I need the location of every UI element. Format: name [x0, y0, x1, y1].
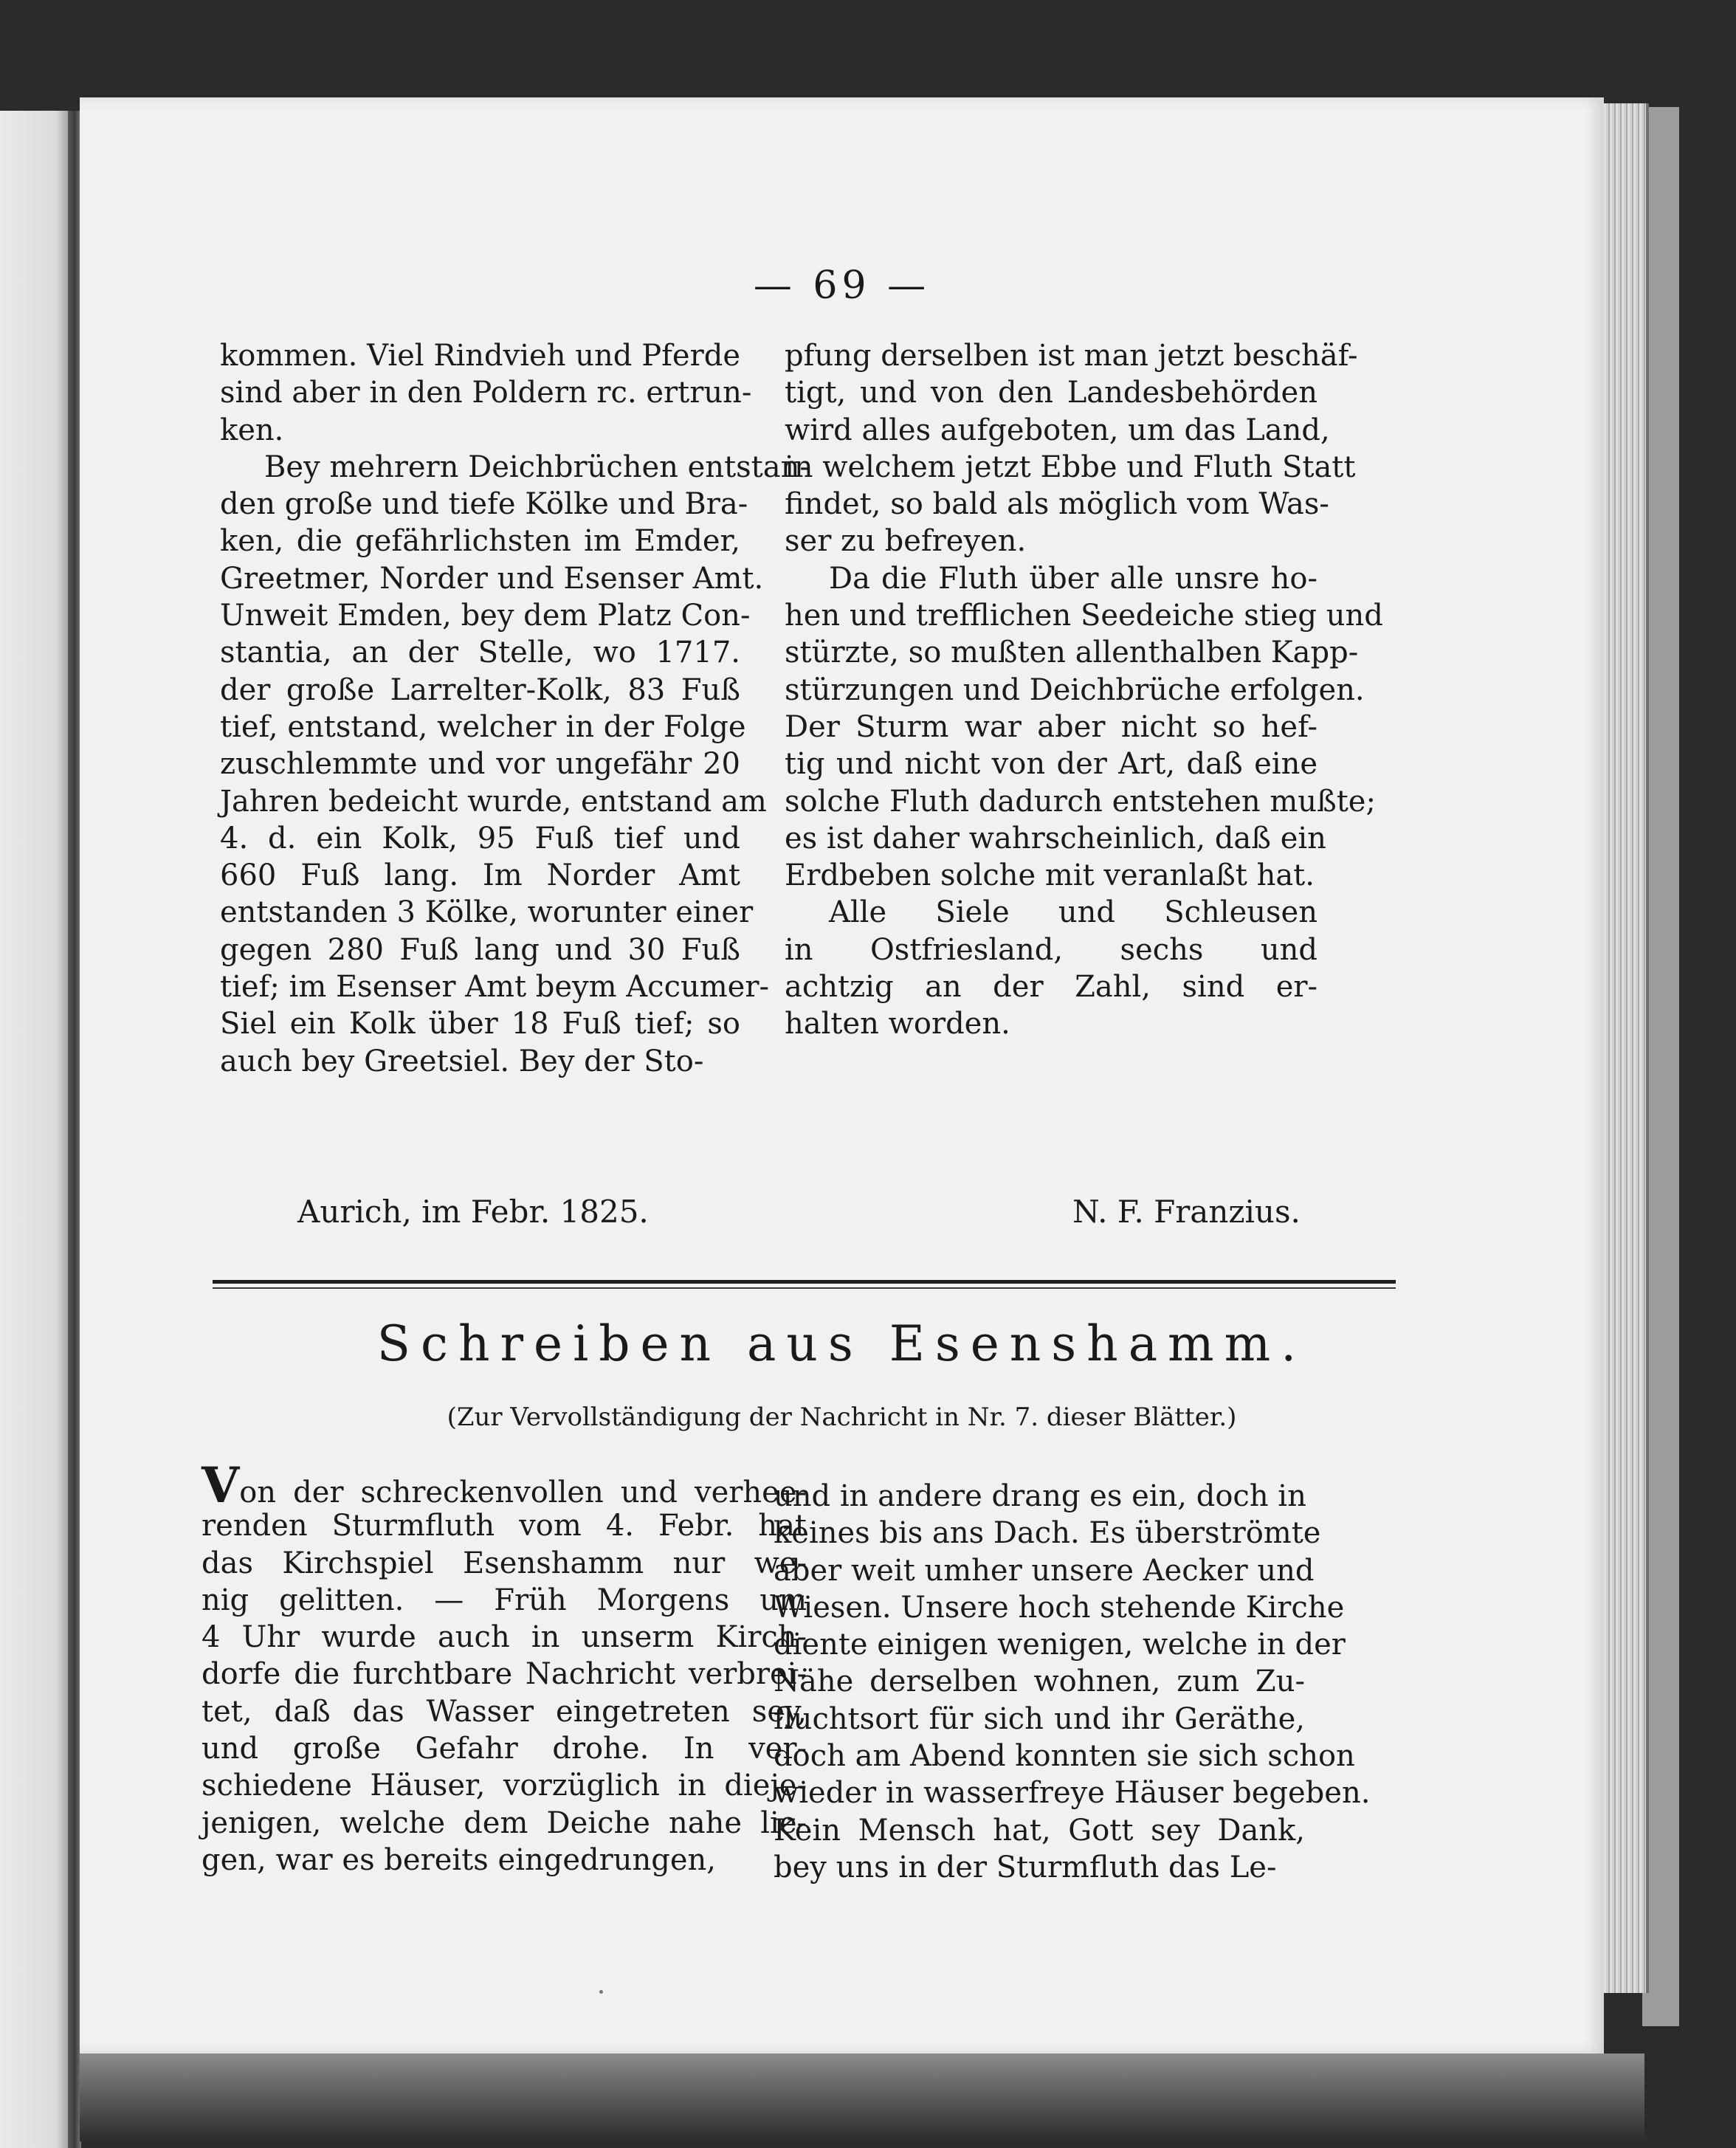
text-line: in welchem jetzt Ebbe und Fluth Statt [785, 450, 1356, 484]
text-line: diente einigen wenigen, welche in der [774, 1628, 1346, 1662]
text-line: Der Sturm war aber nicht so hef- [785, 709, 1318, 744]
text-line: tief; im Esenser Amt beym Accumer- [220, 970, 769, 1005]
text-line: tet, daß das Wasser eingetreten sey, [202, 1694, 807, 1729]
text-line: Bey mehrern Deichbrüchen entstan- [264, 450, 810, 484]
page-number: — 69 — [753, 264, 931, 308]
text-line: solche Fluth dadurch entstehen mußte; [785, 784, 1376, 819]
column-bottom-right [774, 1478, 1371, 1886]
text-line: Unweit Emden, bey dem Platz Con- [220, 599, 751, 633]
text-line: wieder in wasserfreye Häuser begeben. [774, 1776, 1371, 1811]
text-line: sind aber in den Poldern rc. ertrun- [220, 376, 752, 410]
text-line: tigt, und von den Landesbehörden [785, 376, 1318, 410]
column-top-right [785, 337, 1383, 1043]
text-line: findet, so bald als möglich vom Was- [785, 487, 1329, 522]
text-line: stürzte, so mußten allenthalben Kapp- [785, 636, 1359, 670]
text-line: Nähe derselben wohnen, zum Zu- [774, 1665, 1305, 1699]
text-line: den große und tiefe Kölke und Bra- [220, 487, 748, 522]
text-line: auch bey Greetsiel. Bey der Sto- [220, 1044, 704, 1078]
text-line: zuschlemmte und vor ungefähr 20 [220, 747, 740, 782]
text-line: es ist daher wahrscheinlich, daß ein [785, 821, 1326, 856]
text-line: Jahren bedeicht wurde, entstand am [220, 784, 767, 819]
text-line: Erdbeben solche mit veranlaßt hat. [785, 858, 1315, 893]
text-line: jenigen, welche dem Deiche nahe lie- [202, 1806, 807, 1840]
text-line: 660 Fuß lang. Im Norder Amt [220, 858, 740, 893]
text-line: ser zu befreyen. [785, 524, 1027, 559]
text-line: Greetmer, Norder und Esenser Amt. [220, 561, 764, 596]
text-line: bey uns in der Sturmfluth das Le- [774, 1850, 1277, 1884]
text-line: nig gelitten. — Früh Morgens um [202, 1583, 807, 1617]
paper-spot [599, 1990, 603, 1994]
left-page-edge [0, 111, 70, 2148]
text-line: Kein Mensch hat, Gott sey Dank, [774, 1813, 1305, 1848]
text-line: kommen. Viel Rindvieh und Pferde [220, 339, 740, 373]
text-line: gegen 280 Fuß lang und 30 Fuß [220, 932, 740, 967]
text-line: ken. [220, 413, 284, 447]
text-line: ken, die gefährlichsten im Emder, [220, 524, 740, 559]
text-line: aber weit umher unsere Aecker und [774, 1553, 1315, 1588]
text-line: in Ostfriesland, sechs und [785, 932, 1318, 967]
text-line: doch am Abend konnten sie sich schon [774, 1739, 1355, 1774]
text-line: pfung derselben ist man jetzt beschäf- [785, 339, 1358, 373]
column-top-left [220, 337, 810, 1080]
signature-author: N. F. Franzius. [1072, 1194, 1301, 1230]
article-subtitle: (Zur Vervollständigung der Nachricht in Nr. 7. dieser Blätter.) [447, 1402, 1237, 1432]
text-line: Alle Siele und Schleusen [829, 895, 1318, 930]
text-line: schiedene Häuser, vorzüglich in dieje- [202, 1769, 807, 1803]
text-line: 4. d. ein Kolk, 95 Fuß tief und [220, 821, 740, 856]
text-line: keines bis ans Dach. Es überströmte [774, 1516, 1321, 1551]
dropcap: V [202, 1456, 240, 1514]
text-line: Siel ein Kolk über 18 Fuß tief; so [220, 1007, 740, 1042]
first-line-text: on der schreckenvollen und verhee- [239, 1476, 807, 1510]
separator-rule [213, 1280, 1396, 1284]
text-line: fluchtsort für sich und ihr Geräthe, [774, 1701, 1305, 1736]
text-line: dorfe die furchtbare Nachricht verbrei- [202, 1657, 807, 1692]
text-line: stantia, an der Stelle, wo 1717. [220, 636, 740, 670]
text-line: Da die Fluth über alle unsre ho- [829, 561, 1318, 596]
text-line: entstanden 3 Kölke, worunter einer [220, 895, 754, 930]
article-title: Schreiben aus Esenshamm. [376, 1315, 1307, 1372]
text-line: achtzig an der Zahl, sind er- [785, 970, 1318, 1005]
text-line: renden Sturmfluth vom 4. Febr. hat [202, 1509, 807, 1543]
text-line: und in andere drang es ein, doch in [774, 1479, 1306, 1513]
book-page [80, 97, 1604, 2054]
text-line: hen und trefflichen Seedeiche stieg und [785, 599, 1383, 633]
text-line: halten worden. [785, 1007, 1010, 1042]
text-line: tig und nicht von der Art, daß eine [785, 747, 1318, 782]
text-line: der große Larrelter-Kolk, 83 Fuß [220, 672, 740, 707]
text-line: wird alles aufgeboten, um das Land, [785, 413, 1330, 447]
separator-rule-thin [213, 1287, 1396, 1289]
text-line: das Kirchspiel Esenshamm nur we- [202, 1546, 807, 1580]
first-line [202, 1456, 807, 1514]
text-line: Wiesen. Unsere hoch stehende Kirche [774, 1590, 1345, 1625]
text-line: tief, entstand, welcher in der Folge [220, 709, 746, 744]
bottom-shadow [80, 2054, 1644, 2141]
text-line: 4 Uhr wurde auch in unserm Kirch- [202, 1620, 807, 1655]
signature-place-date: Aurich, im Febr. 1825. [297, 1194, 649, 1230]
page-stack-edge [1600, 103, 1649, 1993]
text-line: gen, war es bereits eingedrungen, [202, 1842, 716, 1877]
column-bottom-left [202, 1456, 807, 1879]
text-line: stürzungen und Deichbrüche erfolgen. [785, 672, 1365, 707]
text-line: und große Gefahr drohe. In ver- [202, 1732, 807, 1766]
